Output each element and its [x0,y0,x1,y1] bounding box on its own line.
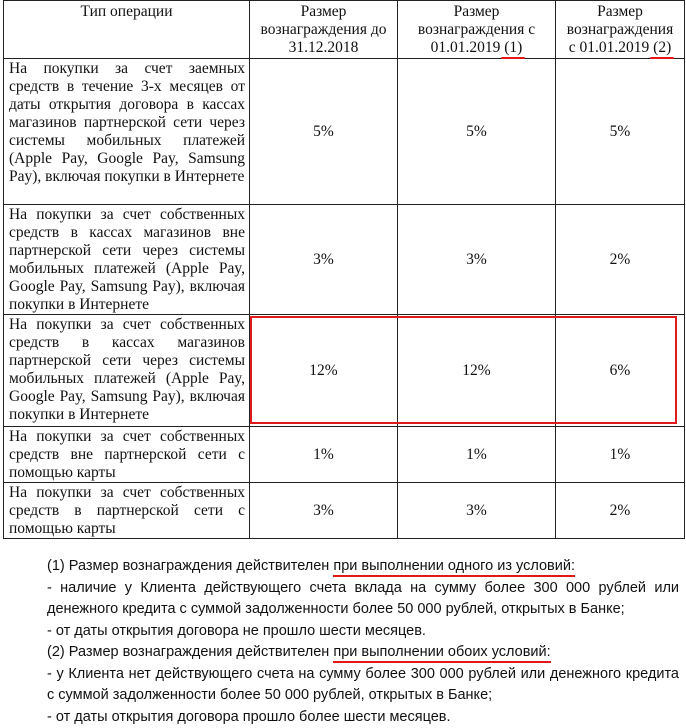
footnote-ref-1: (1) [504,39,522,57]
row-value-from-2019-2: 6% [556,315,685,427]
header-until-2018-line2: вознаграждения до [250,21,397,39]
header-operation-type-label: Тип операции [81,3,173,20]
header-until-2018-line1: Размер [250,3,397,21]
row-value-from-2019-2: 2% [556,483,685,539]
row-value-from-2019-2: 1% [556,427,685,483]
row-value-from-2019-1: 3% [398,205,556,315]
row-value-until-2018: 1% [250,427,398,483]
row-value-from-2019-1: 5% [398,59,556,205]
footnote-2-intro: (2) Размер вознаграждения действителен [47,644,329,660]
footnote-2-condition: при выполнении обоих условий: [333,644,550,663]
footnotes [47,556,679,728]
row-description: На покупки за счет собственных средств вне партнерской сети с помощью карты [4,427,250,483]
footnote-1-intro: (1) Размер вознаграждения действителен [47,558,329,574]
header-until-2018-line3: 31.12.2018 [250,39,397,57]
row-value-from-2019-1: 1% [398,427,556,483]
header-until-2018 [250,1,398,59]
footnote-1-heading [47,556,679,578]
row-value-until-2018: 5% [250,59,398,205]
footnote-1-condition: при выполнении одного из условий: [333,558,575,577]
header-from-2019-note2-date: 01.01.2019 [580,39,650,56]
table-header-row [4,1,685,59]
row-value-until-2018: 3% [250,205,398,315]
table-row [4,483,685,539]
header-from-2019-note1 [398,1,556,59]
footnote-1-item-2: - от даты открытия договора не прошло шести месяцев. [47,621,679,643]
table-row [4,427,685,483]
row-value-from-2019-2: 2% [556,205,685,315]
table-row [4,59,685,205]
row-description: На покупки за счет заемных средств в течение 3-х месяцев от даты открытия договора в кассах магазинов партнерской сети через системы мобильных платежей (Apple Pay, Google Pay, Samsung Pay), включая покупки в Интернете [4,59,250,205]
header-from-2019-note2 [556,1,685,59]
row-value-from-2019-1: 3% [398,483,556,539]
row-value-from-2019-2: 5% [556,59,685,205]
header-from-2019-note2-line2: вознаграждения [556,21,684,39]
table-row [4,205,685,315]
header-from-2019-note2-line1: Размер [556,3,684,21]
footnote-2-item-2: - от даты открытия договора прошло более шести месяцев. [47,707,679,728]
row-value-until-2018: 3% [250,483,398,539]
reward-table [3,0,685,539]
table-row-highlighted [4,315,685,427]
row-description: На покупки за счет собственных средств в партнерской сети с помощью карты [4,483,250,539]
header-from-2019-note1-date: 01.01.2019 [431,39,501,56]
footnote-1-item-1: - наличие у Клиента действующего счета вклада на сумму более 300 000 рублей или денежного кредита с суммой задолженности более 50 000 рублей, открытых в Банке; [47,578,679,621]
row-description: На покупки за счет собственных средств в кассах магазинов вне партнерской сети через системы мобильных платежей (Apple Pay, Google Pay, Samsung Pay), включая покупки в Интернете [4,205,250,315]
header-from-2019-note2-line3 [556,39,684,57]
footnote-2-item-1: - у Клиента нет действующего счета на сумму более 300 000 рублей или денежного кредита с суммой задолженности более 50 000 рублей, открытых в Банке; [47,664,679,707]
row-value-from-2019-1: 12% [398,315,556,427]
header-from-2019-note1-line3 [398,39,555,57]
footnote-2-heading [47,642,679,664]
header-from-2019-note1-line2: вознаграждения с [398,21,555,39]
header-from-2019-note1-line1: Размер [398,3,555,21]
row-description: На покупки за счет собственных средств в кассах магазинов партнерской сети через системы мобильных платежей (Apple Pay, Google Pay, Samsung Pay), включая покупки в Интернете [4,315,250,427]
header-from-2019-note2-prefix: с [569,39,576,56]
row-value-until-2018: 12% [250,315,398,427]
header-operation-type [4,1,250,59]
footnote-ref-2: (2) [653,39,671,57]
